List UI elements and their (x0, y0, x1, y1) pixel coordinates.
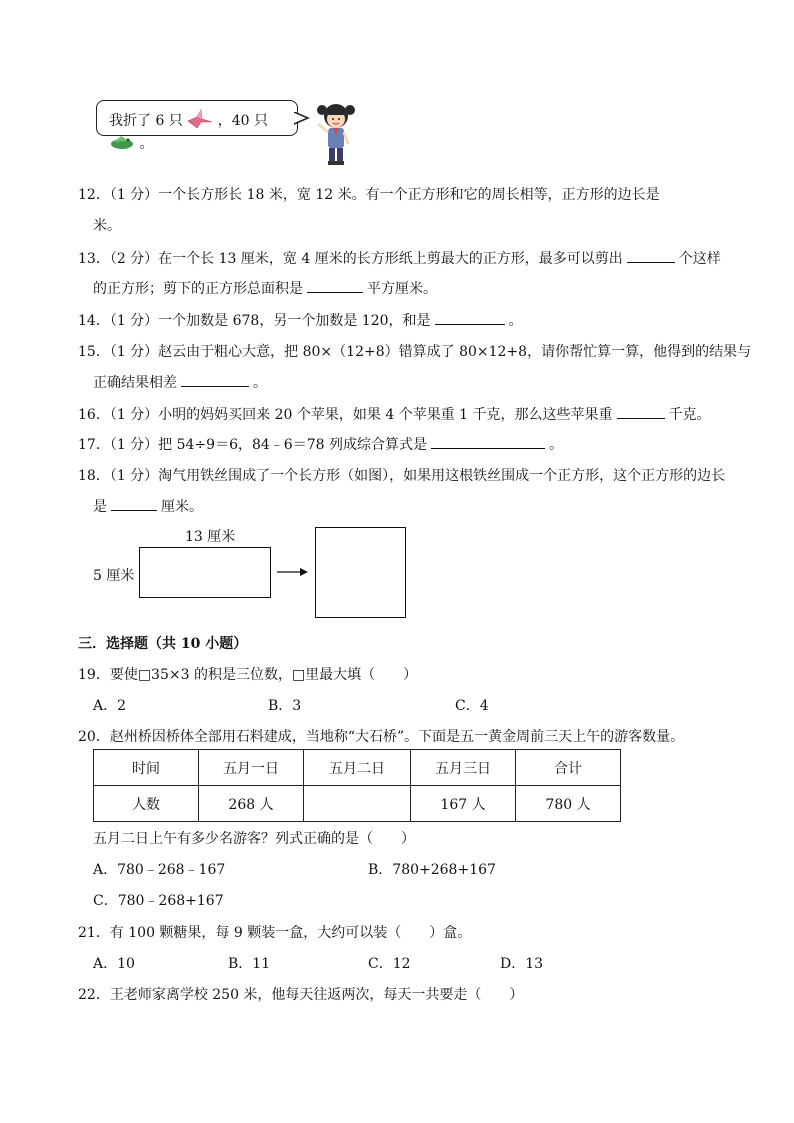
answer-blank[interactable] (431, 434, 545, 449)
q21-option-a[interactable]: A．10 (93, 956, 135, 972)
table-header-row (94, 750, 621, 786)
q20-option-c[interactable]: C．780﹣268+167 (93, 893, 224, 909)
table-header-cell: 时间 (94, 750, 199, 786)
speech-text-c: 。 (139, 136, 154, 152)
q17-line (78, 434, 563, 454)
q13-line2 (93, 278, 437, 298)
q13-line2-text: 的正方形；剪下的正方形总面积是 (93, 281, 303, 297)
q18-line1: 18．（1 分）淘气用铁丝围成了一个长方形（如图），如果用这根铁丝围成一个正方形，这个正方形的边长 (78, 468, 726, 484)
answer-blank[interactable] (111, 496, 157, 511)
speech-text (109, 109, 297, 154)
rectangle-figure (139, 547, 271, 598)
table-row (94, 786, 621, 822)
q13-line2-tail: 平方厘米。 (367, 281, 437, 297)
q17-tail: 。 (548, 437, 563, 453)
table-cell: 人数 (94, 786, 199, 822)
q17-text: 17．（1 分）把 54÷9＝6，84﹣6＝78 列成综合算式是 (78, 437, 427, 453)
table-cell: 167 人 (411, 786, 516, 822)
q21-option-c[interactable]: C．12 (368, 956, 411, 972)
q16-text: 16．（1 分）小明的妈妈买回来 20 个苹果，如果 4 个苹果重 1 千克，那么这些苹果重 (78, 407, 613, 423)
q19-option-c[interactable]: C．4 (455, 698, 489, 714)
q15-line2 (93, 372, 267, 392)
table-header-cell: 五月一日 (199, 750, 304, 786)
q16-line (78, 404, 711, 424)
rect-width-label: 5 厘米 (93, 568, 135, 584)
visitor-table (93, 749, 621, 822)
answer-blank[interactable] (307, 278, 363, 293)
q13-line1-tail: 个这样 (678, 251, 721, 267)
table-cell (304, 786, 411, 822)
speech-text-b: ，40 只 (217, 113, 268, 129)
q15-line2-tail: 。 (253, 375, 267, 391)
speech-text-a: 我折了 6 只 (109, 113, 183, 129)
table-header-cell: 五月二日 (304, 750, 411, 786)
q16-tail: 千克。 (668, 407, 711, 423)
paper-crane-icon (187, 109, 213, 133)
q15-line1: 15．（1 分）赵云由于粗心大意，把 80×（12+8）错算成了 80×12+8，请你帮忙算一算，他得到的结果与 (78, 344, 752, 360)
q21-option-d[interactable]: D．13 (500, 956, 544, 972)
answer-blank[interactable] (617, 404, 665, 419)
table-cell: 780 人 (516, 786, 621, 822)
speech-bubble (96, 100, 298, 152)
q18-line2 (93, 496, 203, 516)
q20-stem: 20．赵州桥因桥体全部用石料建成，当地称“大石桥”。下面是五一黄金周前三天上午的游客数量。 (78, 729, 685, 745)
arrow-right-icon (276, 566, 310, 578)
q19-stem: 19．要使□35×3 的积是三位数，□里最大填（ ） (78, 667, 418, 683)
girl-illustration (308, 98, 364, 168)
q15-line2-text: 正确结果相差 (93, 375, 177, 391)
square-figure (315, 527, 406, 618)
q20-option-b[interactable]: B．780+268+167 (368, 862, 496, 878)
q14-line (78, 310, 523, 330)
section-title: 三．选择题（共 10 小题） (78, 636, 248, 652)
q12-line2: 米。 (93, 218, 121, 234)
table-header-cell: 合计 (516, 750, 621, 786)
q19-option-a[interactable]: A．2 (93, 698, 127, 714)
answer-blank[interactable] (435, 310, 505, 325)
q18-line2-tail: 厘米。 (161, 499, 203, 515)
answer-blank[interactable] (627, 248, 675, 263)
paper-frog-icon (109, 134, 135, 154)
q13-line1 (78, 248, 721, 268)
q12-line1: 12．（1 分）一个长方形长 18 米，宽 12 米。有一个正方形和它的周长相等，正方形的边长是 (78, 187, 660, 203)
table-cell: 268 人 (199, 786, 304, 822)
q14-tail: 。 (508, 313, 523, 329)
q20-question: 五月二日上午有多少名游客？列式正确的是（ ） (93, 831, 415, 847)
q14-text: 14．（1 分）一个加数是 678，另一个加数是 120，和是 (78, 313, 431, 329)
table-header-cell: 五月三日 (411, 750, 516, 786)
q18-line2-text: 是 (93, 499, 107, 515)
q21-stem: 21．有 100 颗糖果，每 9 颗装一盒，大约可以装（ ）盒。 (78, 925, 472, 941)
q13-line1-text: 13．（2 分）在一个长 13 厘米，宽 4 厘米的长方形纸上剪最大的正方形，最多可以剪出 (78, 251, 623, 267)
q20-option-a[interactable]: A．780﹣268﹣167 (93, 862, 226, 878)
q21-option-b[interactable]: B．11 (228, 956, 271, 972)
q22-stem: 22．王老师家离学校 250 米，他每天往返两次，每天一共要走（ ） (78, 987, 524, 1003)
answer-blank[interactable] (181, 372, 249, 387)
rect-length-label: 13 厘米 (185, 529, 236, 545)
q19-option-b[interactable]: B．3 (268, 698, 302, 714)
